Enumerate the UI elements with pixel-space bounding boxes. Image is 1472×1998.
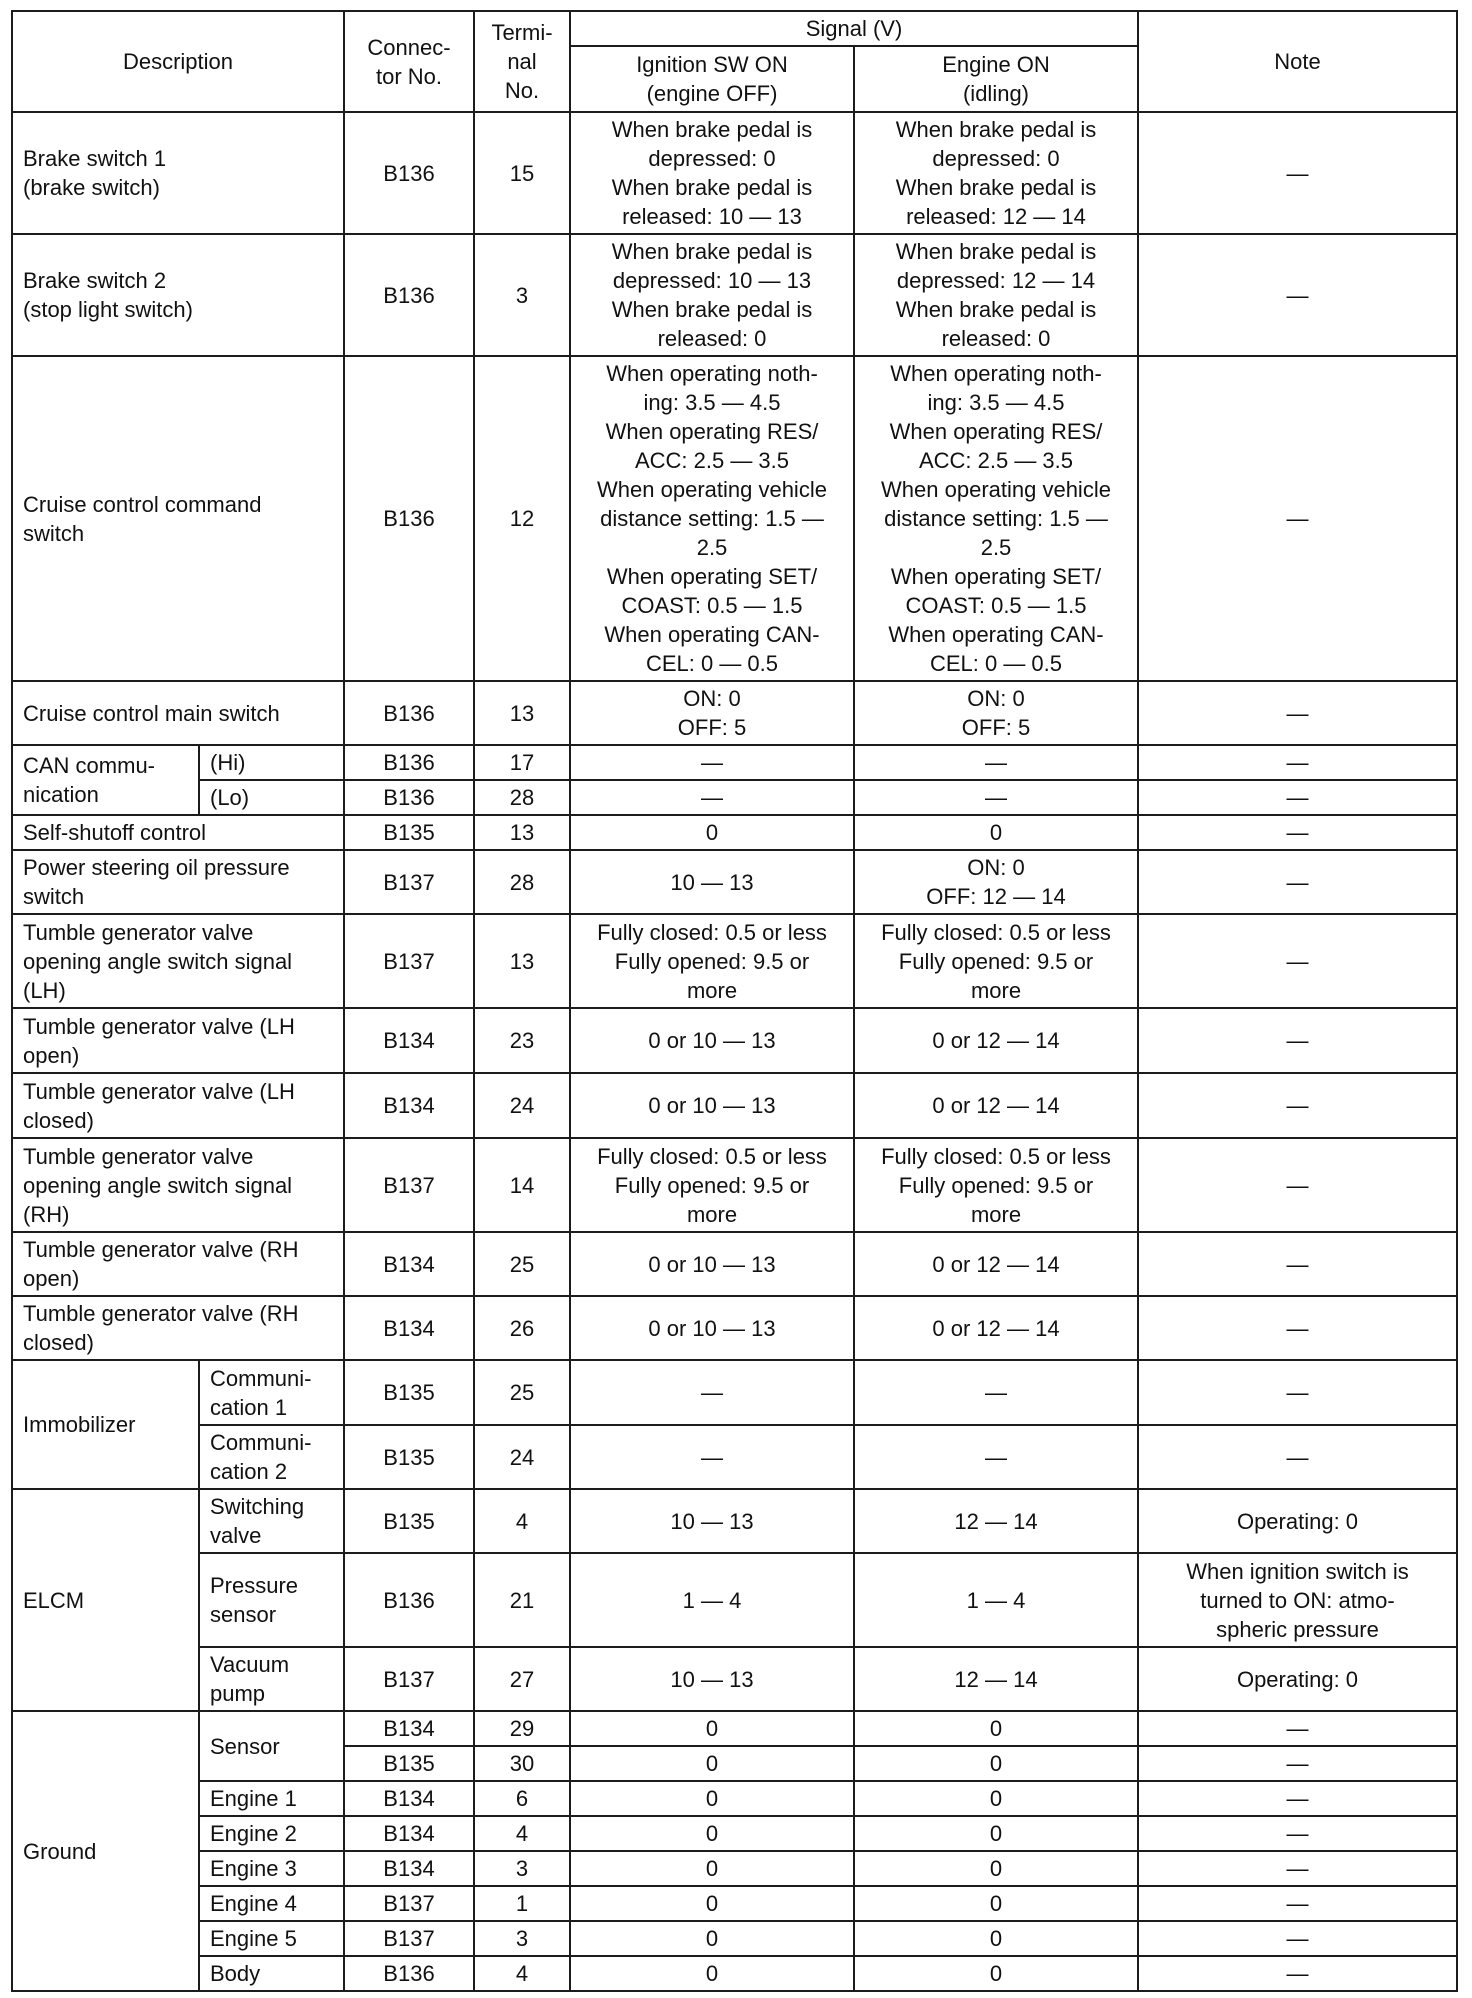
ignition-signal-cell: 0	[570, 1781, 854, 1816]
note-cell: —	[1138, 1886, 1457, 1921]
row-description: Tumble generator valve (RH open)	[12, 1232, 344, 1296]
engine-signal-cell: 0 or 12 — 14	[854, 1232, 1138, 1296]
terminal-cell: 25	[474, 1360, 570, 1425]
note-cell: —	[1138, 815, 1457, 850]
connector-cell: B136	[344, 745, 474, 780]
note-cell: —	[1138, 850, 1457, 914]
connector-cell: B136	[344, 112, 474, 234]
header-description: Description	[12, 11, 344, 112]
terminal-cell: 26	[474, 1296, 570, 1360]
row-subdescription: Pressure sensor	[199, 1553, 344, 1647]
row-description: Tumble generator valve (LH open)	[12, 1008, 344, 1073]
ignition-signal-cell: Fully closed: 0.5 or less Fully opened: 9.5 or more	[570, 914, 854, 1008]
engine-signal-cell: 12 — 14	[854, 1647, 1138, 1711]
row-description: Tumble generator valve (RH closed)	[12, 1296, 344, 1360]
table-row	[12, 1489, 1457, 1553]
ignition-signal-cell: —	[570, 1425, 854, 1489]
table-row	[12, 850, 1457, 914]
terminal-cell: 13	[474, 815, 570, 850]
terminal-cell: 28	[474, 850, 570, 914]
terminal-cell: 21	[474, 1553, 570, 1647]
table-row	[12, 112, 1457, 234]
note-cell: —	[1138, 1296, 1457, 1360]
row-subdescription: (Lo)	[199, 780, 344, 815]
engine-signal-cell: 0	[854, 1956, 1138, 1991]
table-row	[12, 1553, 1457, 1647]
table-row	[12, 1232, 1457, 1296]
ignition-signal-cell: When operating noth- ing: 3.5 — 4.5 When operating RES/ ACC: 2.5 — 3.5 When operating vehicle distance setting: 1.5 — 2.5 When operating SET/ COAST: 0.5 — 1.5 When operating CAN- CEL: 0 — 0.5	[570, 356, 854, 681]
engine-signal-cell: ON: 0 OFF: 12 — 14	[854, 850, 1138, 914]
engine-signal-cell: When operating noth- ing: 3.5 — 4.5 When operating RES/ ACC: 2.5 — 3.5 When operating vehicle distance setting: 1.5 — 2.5 When operating SET/ COAST: 0.5 — 1.5 When operating CAN- CEL: 0 — 0.5	[854, 356, 1138, 681]
row-description: Tumble generator valve opening angle switch signal (RH)	[12, 1138, 344, 1232]
note-cell: —	[1138, 1360, 1457, 1425]
terminal-cell: 15	[474, 112, 570, 234]
table-row	[12, 1296, 1457, 1360]
note-cell: —	[1138, 1425, 1457, 1489]
engine-signal-cell: 1 — 4	[854, 1553, 1138, 1647]
row-description: Brake switch 1 (brake switch)	[12, 112, 344, 234]
table-row	[12, 1647, 1457, 1711]
row-subdescription: Body	[199, 1956, 344, 1991]
row-subdescription: Engine 3	[199, 1851, 344, 1886]
row-subdescription: (Hi)	[199, 745, 344, 780]
row-description: Cruise control command switch	[12, 356, 344, 681]
terminal-cell: 13	[474, 681, 570, 745]
row-description: Immobilizer	[12, 1360, 199, 1489]
engine-signal-cell: 0	[854, 1921, 1138, 1956]
note-cell: —	[1138, 1781, 1457, 1816]
terminal-cell: 3	[474, 234, 570, 356]
ignition-signal-cell: —	[570, 780, 854, 815]
table-row	[12, 1425, 1457, 1489]
header-ignition-on: Ignition SW ON (engine OFF)	[570, 46, 854, 112]
connector-cell: B137	[344, 1647, 474, 1711]
terminal-cell: 29	[474, 1711, 570, 1746]
note-cell: —	[1138, 745, 1457, 780]
ignition-signal-cell: When brake pedal is depressed: 0 When brake pedal is released: 10 — 13	[570, 112, 854, 234]
table-row	[12, 1956, 1457, 1991]
terminal-cell: 6	[474, 1781, 570, 1816]
connector-cell: B134	[344, 1296, 474, 1360]
ignition-signal-cell: —	[570, 745, 854, 780]
row-subdescription: Vacuum pump	[199, 1647, 344, 1711]
row-description: ELCM	[12, 1489, 199, 1711]
terminal-cell: 4	[474, 1956, 570, 1991]
header-terminal: Termi- nal No.	[474, 11, 570, 112]
table-row	[12, 1138, 1457, 1232]
row-description: Power steering oil pressure switch	[12, 850, 344, 914]
connector-cell: B134	[344, 1008, 474, 1073]
ignition-signal-cell: 0 or 10 — 13	[570, 1073, 854, 1138]
row-subdescription: Communi- cation 1	[199, 1360, 344, 1425]
ignition-signal-cell: Fully closed: 0.5 or less Fully opened: 9.5 or more	[570, 1138, 854, 1232]
connector-cell: B134	[344, 1232, 474, 1296]
row-subdescription: Sensor	[199, 1711, 344, 1781]
terminal-cell: 1	[474, 1886, 570, 1921]
engine-signal-cell: Fully closed: 0.5 or less Fully opened: 9.5 or more	[854, 1138, 1138, 1232]
ignition-signal-cell: 0	[570, 815, 854, 850]
connector-cell: B137	[344, 1921, 474, 1956]
engine-signal-cell: —	[854, 745, 1138, 780]
note-cell: —	[1138, 356, 1457, 681]
connector-cell: B137	[344, 1886, 474, 1921]
engine-signal-cell: 12 — 14	[854, 1489, 1138, 1553]
table-row	[12, 234, 1457, 356]
engine-signal-cell: 0 or 12 — 14	[854, 1008, 1138, 1073]
engine-signal-cell: —	[854, 780, 1138, 815]
connector-cell: B134	[344, 1781, 474, 1816]
connector-cell: B137	[344, 1138, 474, 1232]
connector-cell: B136	[344, 234, 474, 356]
ignition-signal-cell: When brake pedal is depressed: 10 — 13 When brake pedal is released: 0	[570, 234, 854, 356]
connector-cell: B137	[344, 850, 474, 914]
row-description: CAN commu- nication	[12, 745, 199, 815]
ignition-signal-cell: 1 — 4	[570, 1553, 854, 1647]
terminal-cell: 14	[474, 1138, 570, 1232]
row-subdescription: Engine 4	[199, 1886, 344, 1921]
terminal-cell: 25	[474, 1232, 570, 1296]
connector-cell: B134	[344, 1816, 474, 1851]
note-cell: —	[1138, 1073, 1457, 1138]
ignition-signal-cell: 10 — 13	[570, 850, 854, 914]
connector-cell: B135	[344, 815, 474, 850]
ignition-signal-cell: ON: 0 OFF: 5	[570, 681, 854, 745]
connector-cell: B135	[344, 1489, 474, 1553]
ignition-signal-cell: —	[570, 1360, 854, 1425]
engine-signal-cell: 0	[854, 815, 1138, 850]
terminal-cell: 3	[474, 1851, 570, 1886]
ignition-signal-cell: 0 or 10 — 13	[570, 1232, 854, 1296]
table-row	[12, 1008, 1457, 1073]
engine-signal-cell: 0	[854, 1746, 1138, 1781]
ignition-signal-cell: 0 or 10 — 13	[570, 1296, 854, 1360]
terminal-cell: 23	[474, 1008, 570, 1073]
connector-cell: B135	[344, 1746, 474, 1781]
note-cell: —	[1138, 1138, 1457, 1232]
terminal-cell: 13	[474, 914, 570, 1008]
connector-cell: B136	[344, 356, 474, 681]
note-cell: —	[1138, 1956, 1457, 1991]
note-cell: When ignition switch is turned to ON: atmo- spheric pressure	[1138, 1553, 1457, 1647]
note-cell: —	[1138, 1008, 1457, 1073]
ignition-signal-cell: 10 — 13	[570, 1489, 854, 1553]
connector-cell: B135	[344, 1360, 474, 1425]
engine-signal-cell: 0	[854, 1851, 1138, 1886]
signal-table	[11, 10, 1458, 1992]
ignition-signal-cell: 0	[570, 1956, 854, 1991]
row-description: Tumble generator valve (LH closed)	[12, 1073, 344, 1138]
engine-signal-cell: —	[854, 1425, 1138, 1489]
ignition-signal-cell: 0	[570, 1746, 854, 1781]
note-cell: —	[1138, 1851, 1457, 1886]
row-description: Cruise control main switch	[12, 681, 344, 745]
engine-signal-cell: 0	[854, 1886, 1138, 1921]
row-subdescription: Engine 5	[199, 1921, 344, 1956]
row-subdescription: Engine 2	[199, 1816, 344, 1851]
row-subdescription: Engine 1	[199, 1781, 344, 1816]
note-cell: —	[1138, 1921, 1457, 1956]
connector-cell: B136	[344, 780, 474, 815]
note-cell: Operating: 0	[1138, 1647, 1457, 1711]
engine-signal-cell: When brake pedal is depressed: 12 — 14 When brake pedal is released: 0	[854, 234, 1138, 356]
connector-cell: B136	[344, 1553, 474, 1647]
header-connector: Connec- tor No.	[344, 11, 474, 112]
note-cell: —	[1138, 1232, 1457, 1296]
row-subdescription: Switching valve	[199, 1489, 344, 1553]
engine-signal-cell: —	[854, 1360, 1138, 1425]
engine-signal-cell: When brake pedal is depressed: 0 When brake pedal is released: 12 — 14	[854, 112, 1138, 234]
table-row	[12, 1886, 1457, 1921]
terminal-cell: 12	[474, 356, 570, 681]
engine-signal-cell: ON: 0 OFF: 5	[854, 681, 1138, 745]
table-row	[12, 815, 1457, 850]
table-row	[12, 681, 1457, 745]
ignition-signal-cell: 0	[570, 1921, 854, 1956]
terminal-cell: 28	[474, 780, 570, 815]
note-cell: Operating: 0	[1138, 1489, 1457, 1553]
table-row	[12, 1781, 1457, 1816]
table-row	[12, 1816, 1457, 1851]
note-cell: —	[1138, 234, 1457, 356]
connector-cell: B134	[344, 1851, 474, 1886]
ignition-signal-cell: 0	[570, 1711, 854, 1746]
engine-signal-cell: 0 or 12 — 14	[854, 1073, 1138, 1138]
table-row	[12, 914, 1457, 1008]
ignition-signal-cell: 10 — 13	[570, 1647, 854, 1711]
connector-cell: B134	[344, 1073, 474, 1138]
header-row	[12, 11, 1457, 46]
table-row	[12, 1711, 1457, 1746]
terminal-cell: 17	[474, 745, 570, 780]
table-row	[12, 1073, 1457, 1138]
row-description: Brake switch 2 (stop light switch)	[12, 234, 344, 356]
engine-signal-cell: 0	[854, 1816, 1138, 1851]
note-cell: —	[1138, 1711, 1457, 1746]
connector-cell: B135	[344, 1425, 474, 1489]
engine-signal-cell: 0 or 12 — 14	[854, 1296, 1138, 1360]
engine-signal-cell: 0	[854, 1781, 1138, 1816]
terminal-cell: 27	[474, 1647, 570, 1711]
ignition-signal-cell: 0	[570, 1816, 854, 1851]
table-row	[12, 1851, 1457, 1886]
header-note: Note	[1138, 11, 1457, 112]
note-cell: —	[1138, 681, 1457, 745]
note-cell: —	[1138, 112, 1457, 234]
connector-cell: B136	[344, 1956, 474, 1991]
header-engine-on: Engine ON (idling)	[854, 46, 1138, 112]
table-row	[12, 356, 1457, 681]
note-cell: —	[1138, 780, 1457, 815]
header-signal: Signal (V)	[570, 11, 1138, 46]
row-subdescription: Communi- cation 2	[199, 1425, 344, 1489]
table-row	[12, 1921, 1457, 1956]
terminal-cell: 24	[474, 1073, 570, 1138]
terminal-cell: 3	[474, 1921, 570, 1956]
terminal-cell: 30	[474, 1746, 570, 1781]
ignition-signal-cell: 0	[570, 1851, 854, 1886]
terminal-cell: 4	[474, 1816, 570, 1851]
table-row	[12, 745, 1457, 780]
row-description: Tumble generator valve opening angle switch signal (LH)	[12, 914, 344, 1008]
table-row	[12, 780, 1457, 815]
row-description: Ground	[12, 1711, 199, 1991]
terminal-cell: 4	[474, 1489, 570, 1553]
note-cell: —	[1138, 914, 1457, 1008]
row-description: Self-shutoff control	[12, 815, 344, 850]
table-row	[12, 1360, 1457, 1425]
note-cell: —	[1138, 1816, 1457, 1851]
ignition-signal-cell: 0 or 10 — 13	[570, 1008, 854, 1073]
connector-cell: B134	[344, 1711, 474, 1746]
connector-cell: B137	[344, 914, 474, 1008]
engine-signal-cell: 0	[854, 1711, 1138, 1746]
engine-signal-cell: Fully closed: 0.5 or less Fully opened: 9.5 or more	[854, 914, 1138, 1008]
connector-cell: B136	[344, 681, 474, 745]
terminal-cell: 24	[474, 1425, 570, 1489]
note-cell: —	[1138, 1746, 1457, 1781]
ignition-signal-cell: 0	[570, 1886, 854, 1921]
